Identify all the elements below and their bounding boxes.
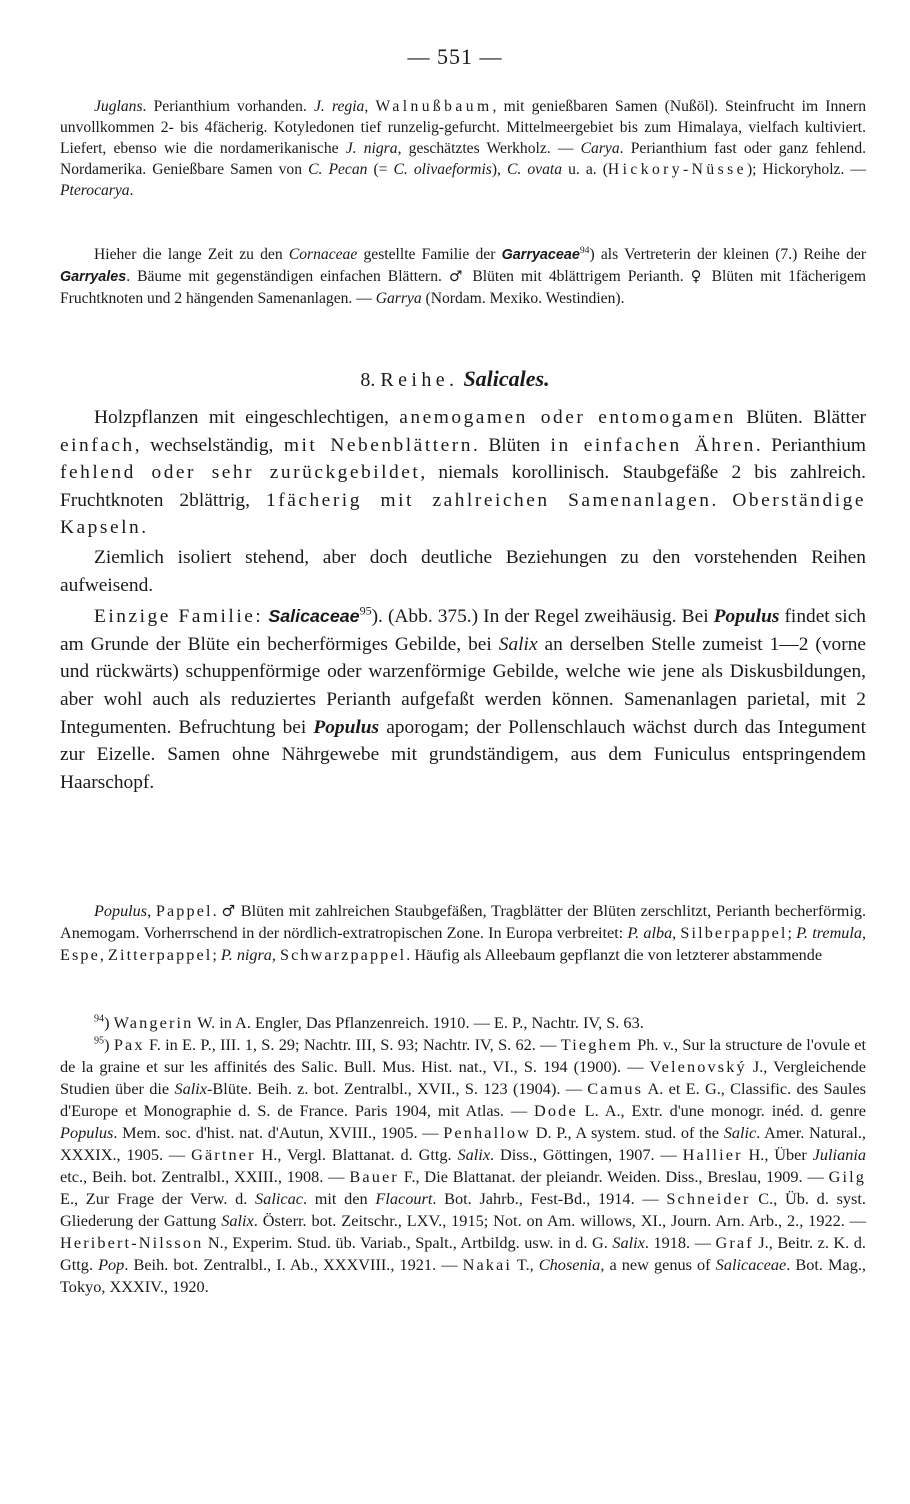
paragraph-family — [60, 603, 866, 796]
text: F., Die Blattanat. der pleiandr. Weiden. Diss., Breslau, 1909. — — [398, 1167, 829, 1186]
common-name-hickory: Hickory-Nüsse — [607, 161, 747, 179]
text: , a new genus of — [600, 1255, 716, 1274]
text: . — [212, 902, 222, 920]
text: ; — [787, 924, 797, 943]
text: Hieher die lange Zeit zu den — [94, 246, 289, 263]
text: . Österr. bot. Zeitschr., LXV., 1915; Not. on Am. willows, XI., Journ. Arn. Arb., 2., 1922. — — [253, 1211, 867, 1230]
text: . mit den — [302, 1189, 376, 1208]
emphasis: in einfachen Ähren — [550, 434, 756, 456]
common-name-zitterpappel: Zitterpappel — [107, 946, 213, 965]
text: . — [129, 182, 134, 200]
taxon-salicac: Salicac — [255, 1189, 303, 1208]
text: . Mem. soc. d'hist. nat. d'Autun, XVIII., 1905. — — [113, 1123, 444, 1142]
text: . Bäume mit gegenständigen einfachen Blättern. — [126, 268, 449, 286]
text: N., Experim. Stud. üb. Variab., Spalt., Artbildg. usw. in d. G. — [203, 1233, 613, 1252]
paragraph-juglans — [60, 96, 866, 201]
large-text-block — [60, 404, 866, 796]
text: J., Beitr. z. K. d. Gttg. — [60, 1233, 866, 1274]
text: . 1918. — — [644, 1233, 716, 1252]
footnote-95 — [60, 1034, 866, 1298]
text: J., Vergleichende Studien über die — [60, 1057, 866, 1098]
text: D. P., A system. stud. of the — [531, 1123, 724, 1142]
male-symbol-icon: ♂ — [448, 268, 466, 286]
text: . Häufig als Alleebaum gepflanzt die von letzterer abstammende — [406, 946, 823, 965]
species-c-pecan: C. Pecan — [308, 161, 368, 179]
text: Blüten mit zahlreichen Staubgefäßen, Tragblätter der Blüten zerschlitzt, Perianth becherförmig. Anemogam. Vorherrschend in der nördlich-extratropischen Zone. In Europa verbreitet: — [60, 902, 866, 943]
text: L. A., Extr. d'une monogr. inéd. d. genre — [577, 1101, 867, 1120]
text: , — [364, 98, 376, 115]
text: findet sich am Grunde der Blüte ein becherförmiges Gebilde, bei — [60, 606, 866, 655]
text: u. a. ( — [562, 161, 608, 179]
footnote-ref-95: 95 — [359, 603, 372, 618]
text: (= — [367, 161, 394, 179]
paragraph-populus — [60, 900, 866, 967]
text: gestellte Familie der — [357, 246, 502, 263]
genus-garrya: Garrya — [375, 290, 422, 308]
emphasis: anemogamen oder entomogamen — [399, 407, 736, 428]
heading-order-name: Salicales. — [463, 366, 550, 391]
genus-juglans: Juglans — [94, 98, 143, 115]
text: Ziemlich isoliert stehend, aber doch deutliche Beziehungen zu den vorstehenden Reihen aufweisend. — [60, 546, 866, 596]
section-heading — [0, 366, 910, 392]
heading-word: Reihe. — [380, 369, 459, 391]
text: H., Vergl. Blattanat. d. Gttg. — [255, 1145, 458, 1164]
genus-salix: Salix — [221, 1211, 254, 1230]
text: ) als Vertreterin der kleinen (7.) Reihe der — [589, 246, 867, 263]
family-salicaceae: Salicaceae — [715, 1255, 787, 1274]
genus-populus: Populus — [313, 716, 380, 738]
text: T., — [512, 1255, 539, 1274]
paragraph-characteristics — [60, 404, 866, 542]
family-cornaceae: Cornaceae — [288, 246, 358, 263]
genus-populus: Populus — [713, 606, 780, 628]
common-name-silberpappel: Silberpappel — [680, 924, 788, 943]
text: Blüten mit 4blättrigem Perianth. — [465, 268, 691, 286]
text: . — [711, 489, 733, 511]
text: . Beih. bot. Zentralbl., I. Ab., XXXVIII., 1921. — — [124, 1255, 463, 1274]
taxon-salic: Salic — [723, 1123, 757, 1142]
author-name: Hallier — [682, 1145, 743, 1164]
text: E., Zur Frage der Verw. d. — [60, 1189, 256, 1208]
common-name-pappel: Pappel — [155, 902, 213, 920]
text: Holzpflanzen mit eingeschlechtigen, — [94, 407, 400, 428]
text: , geschätztes Werkholz. — — [397, 140, 581, 158]
author-name: Schneider — [666, 1189, 751, 1208]
text: , — [99, 946, 108, 965]
footnotes — [60, 1012, 866, 1298]
emphasis: mit Nebenblättern — [283, 434, 473, 456]
page-number: — 551 — — [407, 44, 503, 69]
text: . Bot. Mag., Tokyo, XXXIV., 1920. — [60, 1255, 866, 1296]
author-name: Dode — [534, 1101, 578, 1120]
emphasis: fehlend oder sehr zurückgebildet — [60, 462, 421, 484]
text: . Perianthium vorhanden. — [142, 98, 314, 115]
author-name: Gärtner — [191, 1145, 256, 1164]
author-name: Graf — [715, 1233, 754, 1252]
paragraph-garryaceae — [60, 244, 866, 309]
text: (Nordam. Mexiko. Westindien). — [421, 290, 625, 308]
heading-number: 8. — [360, 369, 376, 391]
text: ; — [212, 946, 221, 965]
text: an derselben Stelle zumeist 1—2 (vorne und rückwärts) schuppenförmige oder warzenförmige Gebilde, welche wie jene als Diskusbildungen, aber wohl auch als reduziertes Perianth aufgefaßt werden können. Samenanlagen parietal, mit 2 Integumenten. Befruchtung bei — [60, 633, 866, 738]
genus-chosenia: Chosenia — [538, 1255, 601, 1274]
text: ). (Abb. 375.) In der Regel zweihäusig. Bei — [371, 606, 714, 628]
author-name: Pax — [113, 1035, 145, 1054]
text: ) — [104, 1035, 114, 1054]
genus-pterocarya: Pterocarya — [60, 182, 130, 200]
genus-populus: Populus — [60, 1123, 114, 1142]
text: , — [861, 924, 866, 943]
emphasis: einfach — [60, 434, 135, 456]
text: , — [147, 902, 156, 920]
species-j-nigra: J. nigra — [345, 140, 398, 158]
text: A. et E. G., Classific. des Saules d'Europe et Monographie d. S. de France. Paris 1904, mit Atlas. — — [60, 1079, 867, 1120]
text: Blüten. Blätter — [735, 407, 867, 428]
text: . Bot. Jahrb., Fest-Bd., 1914. — — [432, 1189, 667, 1208]
species-j-regia: J. regia — [313, 98, 365, 115]
genus-carya: Carya — [580, 140, 620, 158]
species-c-ovata: C. ovata — [507, 161, 563, 179]
author-name: Gilg — [828, 1167, 867, 1186]
order-garryales: Garryales — [60, 269, 127, 286]
text: , mit genießbaren Samen (Nußöl). Steinfrucht im Innern unvollkommen 2- bis 4fächerig. Kotyledonen tief runzelig-gefurcht. Mittelmeergebiet bis zum Himalaya, vielfach kultiviert. Liefert, ebenso wie die nordamerikanische — [60, 98, 866, 158]
text: . Blüten — [472, 434, 551, 456]
emphasis: Oberständige Kapseln — [60, 489, 866, 539]
genus-pop: Pop — [98, 1255, 125, 1274]
text: , — [271, 946, 280, 965]
text: etc., Beih. bot. Zentralbl., XXIII., 1908. — — [60, 1167, 350, 1186]
text: , niemals korollinisch. Staubgefäße 2 bis zahlreich. Fruchtknoten 2blättrig, — [60, 462, 866, 511]
author-name: Velenovský — [649, 1057, 747, 1076]
author-name: Nakai — [462, 1255, 513, 1274]
text: aporogam; der Pollenschlauch wächst durch das Integument zur Eizelle. Samen ohne Nährgewebe mit grundständigem, aus dem Funiculus entspringendem Haarschopf. — [60, 716, 866, 793]
author-name: Tieghem — [560, 1035, 633, 1054]
footnote-mark: 94 — [94, 1013, 105, 1025]
text: ); Hickoryholz. — — [746, 161, 867, 179]
text: W. in A. Engler, Das Pflanzenreich. 1910. — E. P., Nachtr. IV, S. 63. — [193, 1013, 644, 1032]
female-symbol-icon: ♀ — [690, 268, 705, 286]
paragraph-isolated — [60, 544, 866, 599]
species-p-tremula: P. tremula — [796, 924, 862, 943]
author-name: Camus — [587, 1079, 644, 1098]
genus-salix: Salix — [612, 1233, 645, 1252]
species-p-nigra: P. nigra — [220, 946, 272, 965]
taxon-flacourt: Flacourt — [375, 1189, 433, 1208]
common-name-walnussbaum: Walnußbaum — [375, 98, 493, 115]
common-name-schwarzpappel: Schwarzpappel — [280, 946, 407, 965]
text: C., Üb. d. syst. Gliederung der Gattung — [60, 1189, 866, 1230]
genus-salix: Salix — [457, 1145, 491, 1164]
footnote-94 — [60, 1012, 866, 1034]
species-p-alba: P. alba — [627, 924, 673, 943]
text: . Diss., Göttingen, 1907. — — [490, 1145, 683, 1164]
text: ) — [104, 1013, 114, 1032]
author-name: Heribert-Nilsson — [60, 1233, 204, 1252]
text: Ph. v., Sur la structure de l'ovule et de la graine et sur les affinités des Salic. Bull. Mus. Hist. nat., VI., S. 194 (1900). — — [60, 1035, 867, 1076]
footnote-mark: 95 — [94, 1035, 105, 1047]
text: , wechselständig, — [134, 434, 284, 456]
male-symbol-icon: ♂ — [221, 902, 236, 920]
species-c-olivaeformis: C. olivaeformis — [393, 161, 492, 179]
text: , — [672, 924, 681, 943]
text: ), — [491, 161, 508, 179]
genus-juliania: Juliania — [812, 1145, 867, 1164]
text: F. in E. P., III. 1, S. 29; Nachtr. III, S. 93; Nachtr. IV, S. 62. — — [144, 1035, 561, 1054]
label-einzige-familie: Einzige Familie: — [94, 606, 264, 628]
text: . — [141, 517, 147, 539]
text: -Blüte. Beih. z. bot. Zentralbl., XVII., S. 123 (1904). — — [207, 1079, 588, 1098]
text: . Perianthium — [755, 434, 866, 456]
text: Blüten mit 1fächerigem Fruchtknoten und 2 hängenden Samenanlagen. — — [60, 268, 867, 308]
footnote-ref-94: 94 — [579, 244, 590, 256]
genus-salix: Salix — [498, 633, 538, 655]
family-salicaceae: Salicaceae — [268, 606, 360, 627]
author-name: Penhallow — [443, 1123, 532, 1142]
author-name: Bauer — [349, 1167, 399, 1186]
text: . Perianthium fast oder ganz fehlend. Nordamerika. Genießbare Samen von — [60, 140, 867, 179]
genus-populus: Populus — [94, 902, 148, 920]
author-name: Wangerin — [113, 1013, 194, 1032]
text: . Amer. Natural., XXXIX., 1905. — — [60, 1123, 867, 1164]
genus-salix: Salix — [174, 1079, 208, 1098]
common-name-espe: Espe — [60, 946, 100, 965]
text: H., Über — [742, 1145, 813, 1164]
emphasis: 1fächerig mit zahlreichen Samenanlagen — [266, 489, 712, 511]
family-garryaceae: Garryaceae — [501, 247, 580, 263]
